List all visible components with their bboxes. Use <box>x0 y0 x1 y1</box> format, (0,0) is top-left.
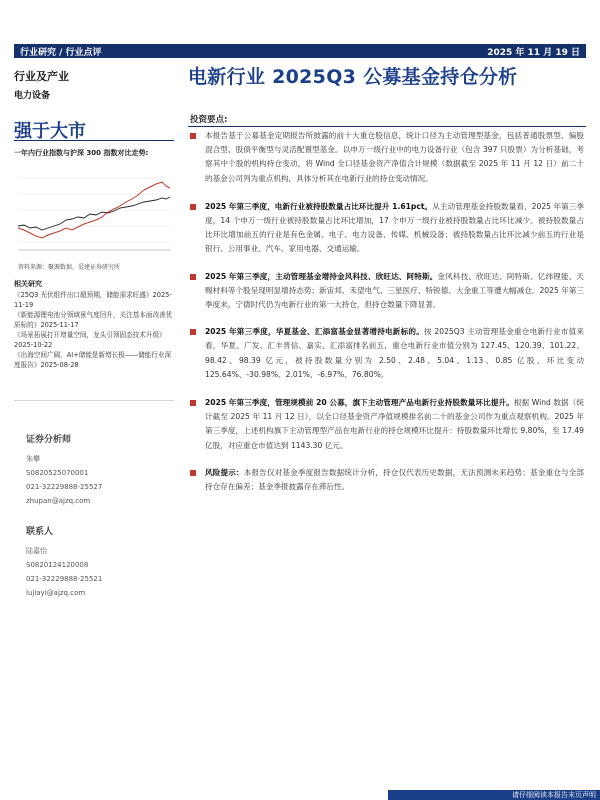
investment-point <box>188 270 584 313</box>
point-lead: 2025 年第三季度，管理规模前 20 公募，旗下主动管理产品电新行业持股数量环比提升。 <box>205 398 514 408</box>
contact-info <box>26 544 102 600</box>
investment-point <box>188 396 584 453</box>
bullet-square-icon <box>190 400 196 406</box>
contact-heading: 联系人 <box>26 527 54 537</box>
analyst-name: 朱攀 <box>26 455 40 463</box>
point-lead: 2025 年第三季度，华夏基金、汇添富基金显著增持电新标的。 <box>205 327 425 337</box>
subindustry-label: 电力设备 <box>14 91 51 101</box>
divider <box>14 140 174 141</box>
point-text: 从主动管理基金持股数量看，2025 年第三季度，14 个申万一级行业被持股数量占比环比增加，17 个申万一级行业被持股数量占比环比减少。被持股数量占比环比增加前五的行业是有色金属、电子、电力设备、传媒、机械设备；被持股数量占比环比减少前五的行业是银行、公用事业、汽车、家用电器、交通运输。 <box>205 201 584 254</box>
investment-point <box>188 466 584 494</box>
related-item[interactable]: 《出海空间广阔，AI+储能是新增长极——储能行业深度报告》2025-08-28 <box>14 351 172 369</box>
related-item[interactable]: 《场景拓展打开增量空间，龙头引领固态技术升级》2025-10-22 <box>14 331 166 349</box>
bullet-square-icon <box>190 133 196 139</box>
contact-email[interactable]: lujiayi@ajzq.com <box>26 589 86 597</box>
divider <box>188 126 586 127</box>
investment-point <box>188 129 584 186</box>
contact-cert: S0820124120008 <box>26 561 89 569</box>
investment-point <box>188 325 584 382</box>
analyst-phone: 021-32229888-25527 <box>26 483 103 491</box>
divider <box>14 400 174 401</box>
related-item[interactable]: 《25Q3 光伏组件出口超预期，储能需求旺盛》2025-11-19 <box>14 291 172 309</box>
footer-disclaimer: 请仔细阅读本报告末页声明 <box>512 791 596 799</box>
report-category: 行业研究 / 行业点评 <box>20 48 102 58</box>
related-item[interactable]: 《新能源锂电池分领域景气度回升，关注基本面改善优质标的》2025-11-17 <box>14 311 173 329</box>
analyst-cert: S0820525070001 <box>26 469 89 477</box>
point-text: 金风科技、欣旺达、阿特斯、亿纬锂能、天赐材料等个股呈现明显增持态势；新宙邦、禾望电气、三星医疗、特锐德、大金重工等遭大幅减仓。2025 年第三季度末，宁德时代仍为电新行业的第一大持仓，但持仓数量下降显著。 <box>205 271 584 310</box>
analyst-email[interactable]: zhupan@ajzq.com <box>26 497 91 505</box>
contact-phone: 021-32229888-25521 <box>26 575 103 583</box>
chart-title: 一年内行业指数与沪深 300 指数对比走势: <box>14 149 149 157</box>
industry-label: 行业及产业 <box>14 70 69 83</box>
point-text: 根据 Wind 数据（统计截至 2025 年 11 月 12 日），以全口径基金资产净值规模排名前二十的基金公司作为重点观察机构。2025 年第三季度，上述机构旗下主动管理型产品在电新行业的持仓规模环比提升：持股数量环比增长 9.80%，至 17.49 亿股，对应重仓市值达到 1143.30 亿元。 <box>205 398 584 450</box>
report-date: 2025 年 11 月 19 日 <box>487 48 580 58</box>
bullet-square-icon <box>190 204 196 210</box>
analyst-info <box>26 452 102 508</box>
investment-points <box>188 128 584 494</box>
related-research-heading: 相关研究 <box>14 280 42 288</box>
contact-name: 陆嘉怡 <box>26 547 47 555</box>
point-text: 本报告仅对基金季度报告数据统计分析，持仓仅代表历史数据，无法预测未来趋势；基金重仓与全部持仓存在偏差；基金季报披露存在滞后性。 <box>205 467 585 492</box>
investment-heading: 投资要点: <box>190 115 228 125</box>
point-lead: 风险提示： <box>205 467 244 477</box>
chart-svg <box>14 162 174 258</box>
bullet-square-icon <box>190 274 196 280</box>
point-lead: 2025 年第三季度，主动管理基金增持金风科技、欣旺达、阿特斯。 <box>205 271 438 281</box>
point-lead: 2025 年第三季度，电新行业被持股数量占比环比提升 1.61pct。 <box>205 201 433 211</box>
price-chart <box>14 162 174 258</box>
rating-label: 强于大市 <box>14 121 86 142</box>
bullet-square-icon <box>190 329 196 335</box>
analyst-heading: 证券分析师 <box>26 435 72 445</box>
bullet-square-icon <box>190 470 196 476</box>
chart-source: 资料来源：聚源数据，爱建证券研究所 <box>18 264 121 271</box>
footer-bar <box>388 790 600 800</box>
investment-point <box>188 200 584 257</box>
related-research-list <box>14 290 176 370</box>
report-type-bar <box>14 44 586 58</box>
page-title: 电新行业 2025Q3 公募基金持仓分析 <box>188 66 518 88</box>
point-text: 按 2025Q3 主动管理基金重仓电新行业市值来看，华夏、广发、汇丰晋信、嘉实、汇添富排名前五，重仓电新行业市值分别为 127.45、120.39、101.22、98.42、98.39 亿元，被持股数量分别为 2.50、2.48、5.04、1.13、0.85 亿股，环比变动 125.64%、-30.98%、2.01%、-6.97%、76.80%。 <box>205 327 584 379</box>
point-text: 本报告基于公募基金定期报告所披露的前十大重仓股信息，统计口径为主动管理型基金，包括普通股票型、偏股混合型、股债平衡型与灵活配置型基金。以申万一级行业中的电力设备行业（包含 397 只股票）为分析基础，考察其中个股的机构持仓变动，将 Wind 全口径基金资产净值合计规模（数据截至 2025 年 11 月 12 日）前二十的基金公司列为重点机构，具体分析其在电新行业的持仓变动情况。 <box>205 131 584 183</box>
